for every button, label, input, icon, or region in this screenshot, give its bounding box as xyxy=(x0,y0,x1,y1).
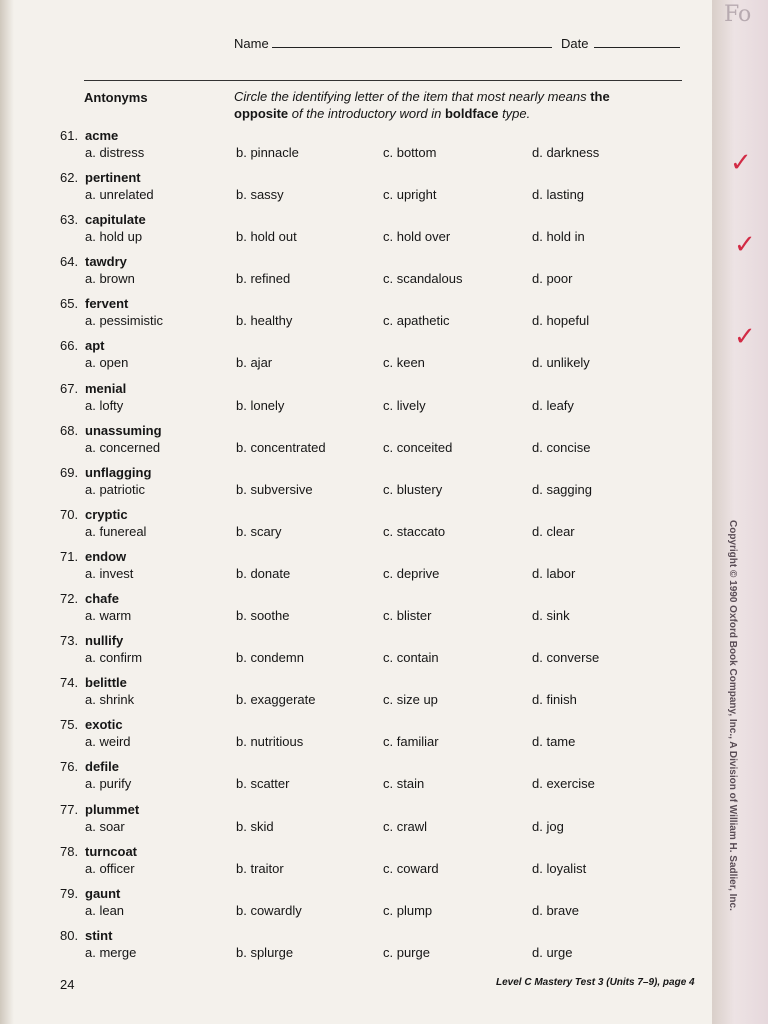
question-item xyxy=(0,422,718,464)
option-d[interactable]: d. poor xyxy=(532,271,573,287)
option-d[interactable]: d. finish xyxy=(532,692,577,708)
option-b[interactable]: b. nutritious xyxy=(236,734,304,750)
option-b[interactable]: b. ajar xyxy=(236,355,273,371)
option-d[interactable]: d. lasting xyxy=(532,187,585,203)
option-c[interactable]: c. purge xyxy=(383,944,430,960)
option-a[interactable]: a. officer xyxy=(85,860,135,876)
option-d[interactable]: d. converse xyxy=(532,650,600,666)
question-number: 76. xyxy=(60,759,79,775)
option-a[interactable]: a. warm xyxy=(85,608,132,624)
option-a[interactable]: a. concerned xyxy=(85,439,161,455)
question-item xyxy=(0,548,718,590)
option-d[interactable]: d. tame xyxy=(532,734,576,750)
option-d[interactable]: d. loyalist xyxy=(532,860,587,876)
checkmark-icon: ✓ xyxy=(734,230,756,260)
option-d[interactable]: d. unlikely xyxy=(532,355,590,371)
instructions-part-2: of the introductory word in xyxy=(288,106,445,121)
question-word: gaunt xyxy=(85,885,121,901)
name-line xyxy=(272,47,552,48)
question-word: menial xyxy=(85,380,127,396)
option-d[interactable]: d. hopeful xyxy=(532,313,590,329)
question-word: defile xyxy=(85,759,119,775)
adjacent-page-fragment: Fo xyxy=(724,2,752,27)
question-word: nullify xyxy=(85,633,124,649)
question-item xyxy=(0,927,718,969)
option-c[interactable]: c. coward xyxy=(383,860,439,876)
question-number: 77. xyxy=(60,801,79,817)
question-number: 63. xyxy=(60,212,79,228)
question-item xyxy=(0,127,718,169)
question-item xyxy=(0,885,718,927)
question-word: tawdry xyxy=(85,254,127,270)
option-a[interactable]: a. open xyxy=(85,355,129,371)
option-b[interactable]: b. sassy xyxy=(236,187,284,203)
instructions-part-1: Circle the identifying letter of the item that most nearly means xyxy=(234,89,591,104)
question-number: 80. xyxy=(60,927,79,943)
question-word: unassuming xyxy=(85,422,162,438)
question-number: 68. xyxy=(60,422,79,438)
option-a[interactable]: a. distress xyxy=(85,145,145,160)
question-word: pertinent xyxy=(85,170,141,186)
option-c[interactable]: c. upright xyxy=(383,187,437,203)
option-c[interactable]: c. blustery xyxy=(383,481,443,497)
option-c[interactable]: c. apathetic xyxy=(383,313,450,329)
option-a[interactable]: a. soar xyxy=(85,818,125,834)
question-word: plummet xyxy=(85,801,140,817)
option-a[interactable]: a. unrelated xyxy=(85,187,154,203)
date-label: Date xyxy=(561,36,589,51)
date-line xyxy=(594,47,680,48)
question-item xyxy=(0,464,718,506)
option-a[interactable]: a. lean xyxy=(85,902,125,918)
question-item xyxy=(0,169,718,211)
option-b[interactable]: b. scary xyxy=(236,523,282,539)
question-number: 74. xyxy=(60,675,79,691)
checkmark-icon: ✓ xyxy=(730,148,752,178)
option-a[interactable]: a. purify xyxy=(85,776,132,792)
checkmark-icon: ✓ xyxy=(734,322,756,352)
option-c[interactable]: c. deprive xyxy=(383,565,440,581)
option-a[interactable]: a. invest xyxy=(85,565,134,581)
question-number: 67. xyxy=(60,380,79,396)
option-b[interactable]: b. condemn xyxy=(236,650,304,666)
option-d[interactable]: d. urge xyxy=(532,944,573,960)
section-divider xyxy=(84,80,682,81)
question-list xyxy=(0,127,718,969)
question-item xyxy=(0,801,718,843)
option-b[interactable]: b. donate xyxy=(236,565,291,581)
option-c[interactable]: c. conceited xyxy=(383,439,453,455)
question-item xyxy=(0,758,718,800)
copyright-notice: Copyright © 1990 Oxford Book Company, Inc., A Division of William H. Sadlier, Inc. xyxy=(727,520,738,911)
question-word: capitulate xyxy=(85,212,146,228)
option-d[interactable]: d. exercise xyxy=(532,776,595,792)
option-b[interactable]: b. exaggerate xyxy=(236,692,316,708)
option-c[interactable]: c. familiar xyxy=(383,734,439,750)
option-d[interactable]: d. sagging xyxy=(532,481,592,497)
option-b[interactable]: b. scatter xyxy=(236,776,290,792)
option-d[interactable]: d. darkness xyxy=(532,145,600,160)
question-number: 64. xyxy=(60,254,79,270)
question-word: chafe xyxy=(85,591,119,607)
instructions xyxy=(234,88,664,122)
option-a[interactable]: a. pessimistic xyxy=(85,313,164,329)
option-b[interactable]: b. skid xyxy=(236,818,274,834)
question-word: belittle xyxy=(85,675,127,691)
question-number: 75. xyxy=(60,717,79,733)
option-c[interactable]: c. crawl xyxy=(383,818,428,834)
question-word: fervent xyxy=(85,296,129,312)
question-word: unflagging xyxy=(85,464,152,480)
question-number: 73. xyxy=(60,633,79,649)
question-item xyxy=(0,716,718,758)
option-c[interactable]: c. staccato xyxy=(383,523,446,539)
question-item xyxy=(0,632,718,674)
option-d[interactable]: d. labor xyxy=(532,565,576,581)
option-b[interactable]: b. refined xyxy=(236,271,291,287)
option-c[interactable]: c. stain xyxy=(383,776,425,792)
option-a[interactable]: a. patriotic xyxy=(85,481,145,497)
option-d[interactable]: d. jog xyxy=(532,818,564,834)
option-d[interactable]: d. sink xyxy=(532,608,570,624)
option-c[interactable]: c. plump xyxy=(383,902,433,918)
question-number: 65. xyxy=(60,296,79,312)
instructions-bold-1: the opposite xyxy=(234,89,610,121)
option-b[interactable]: b. subversive xyxy=(236,481,313,497)
option-b[interactable]: b. splurge xyxy=(236,944,294,960)
option-a[interactable]: a. confirm xyxy=(85,650,143,666)
question-item xyxy=(0,380,718,422)
question-item xyxy=(0,337,718,379)
option-d[interactable]: d. clear xyxy=(532,523,575,539)
question-number: 69. xyxy=(60,464,79,480)
option-d[interactable]: d. brave xyxy=(532,902,579,918)
test-title: Level C Mastery Test 3 (Units 7–9), page 4 xyxy=(496,977,695,988)
section-title: Antonyms xyxy=(84,90,148,105)
question-word: acme xyxy=(85,128,119,143)
option-a[interactable]: a. merge xyxy=(85,944,137,960)
option-c[interactable]: c. scandalous xyxy=(383,271,463,287)
option-b[interactable]: b. hold out xyxy=(236,229,297,245)
question-number: 78. xyxy=(60,843,79,859)
question-word: endow xyxy=(85,548,127,564)
question-number: 79. xyxy=(60,885,79,901)
option-c[interactable]: c. size up xyxy=(383,692,438,708)
option-b[interactable]: b. pinnacle xyxy=(236,145,299,160)
option-b[interactable]: b. soothe xyxy=(236,608,290,624)
question-item xyxy=(0,211,718,253)
question-item xyxy=(0,295,718,337)
question-number: 70. xyxy=(60,506,79,522)
option-c[interactable]: c. keen xyxy=(383,355,425,371)
option-b[interactable]: b. concentrated xyxy=(236,439,326,455)
option-c[interactable]: c. contain xyxy=(383,650,439,666)
question-number: 71. xyxy=(60,548,79,564)
question-word: exotic xyxy=(85,717,123,733)
question-word: stint xyxy=(85,927,113,943)
option-b[interactable]: b. lonely xyxy=(236,397,285,413)
question-number: 66. xyxy=(60,338,79,354)
option-b[interactable]: b. healthy xyxy=(236,313,293,329)
option-a[interactable]: a. shrink xyxy=(85,692,135,708)
question-item xyxy=(0,506,718,548)
question-number: 61. xyxy=(60,128,79,143)
option-c[interactable]: c. bottom xyxy=(383,145,437,160)
option-c[interactable]: c. hold over xyxy=(383,229,451,245)
option-a[interactable]: a. funereal xyxy=(85,523,147,539)
option-b[interactable]: b. traitor xyxy=(236,860,284,876)
option-d[interactable]: d. leafy xyxy=(532,397,574,413)
option-a[interactable]: a. brown xyxy=(85,271,135,287)
question-item xyxy=(0,590,718,632)
question-word: turncoat xyxy=(85,843,137,859)
instructions-part-3: type. xyxy=(498,106,531,121)
question-word: apt xyxy=(85,338,105,354)
question-number: 72. xyxy=(60,591,79,607)
option-d[interactable]: d. concise xyxy=(532,439,591,455)
option-a[interactable]: a. hold up xyxy=(85,229,143,245)
option-a[interactable]: a. lofty xyxy=(85,397,124,413)
question-item xyxy=(0,843,718,885)
question-item xyxy=(0,253,718,295)
page-number: 24 xyxy=(60,977,75,992)
option-d[interactable]: d. hold in xyxy=(532,229,585,245)
option-b[interactable]: b. cowardly xyxy=(236,902,302,918)
option-c[interactable]: c. lively xyxy=(383,397,426,413)
question-word: cryptic xyxy=(85,506,128,522)
question-number: 62. xyxy=(60,170,79,186)
instructions-bold-2: boldface xyxy=(444,106,499,121)
name-label: Name xyxy=(234,36,269,51)
question-item xyxy=(0,674,718,716)
option-c[interactable]: c. blister xyxy=(383,608,432,624)
option-a[interactable]: a. weird xyxy=(85,734,131,750)
